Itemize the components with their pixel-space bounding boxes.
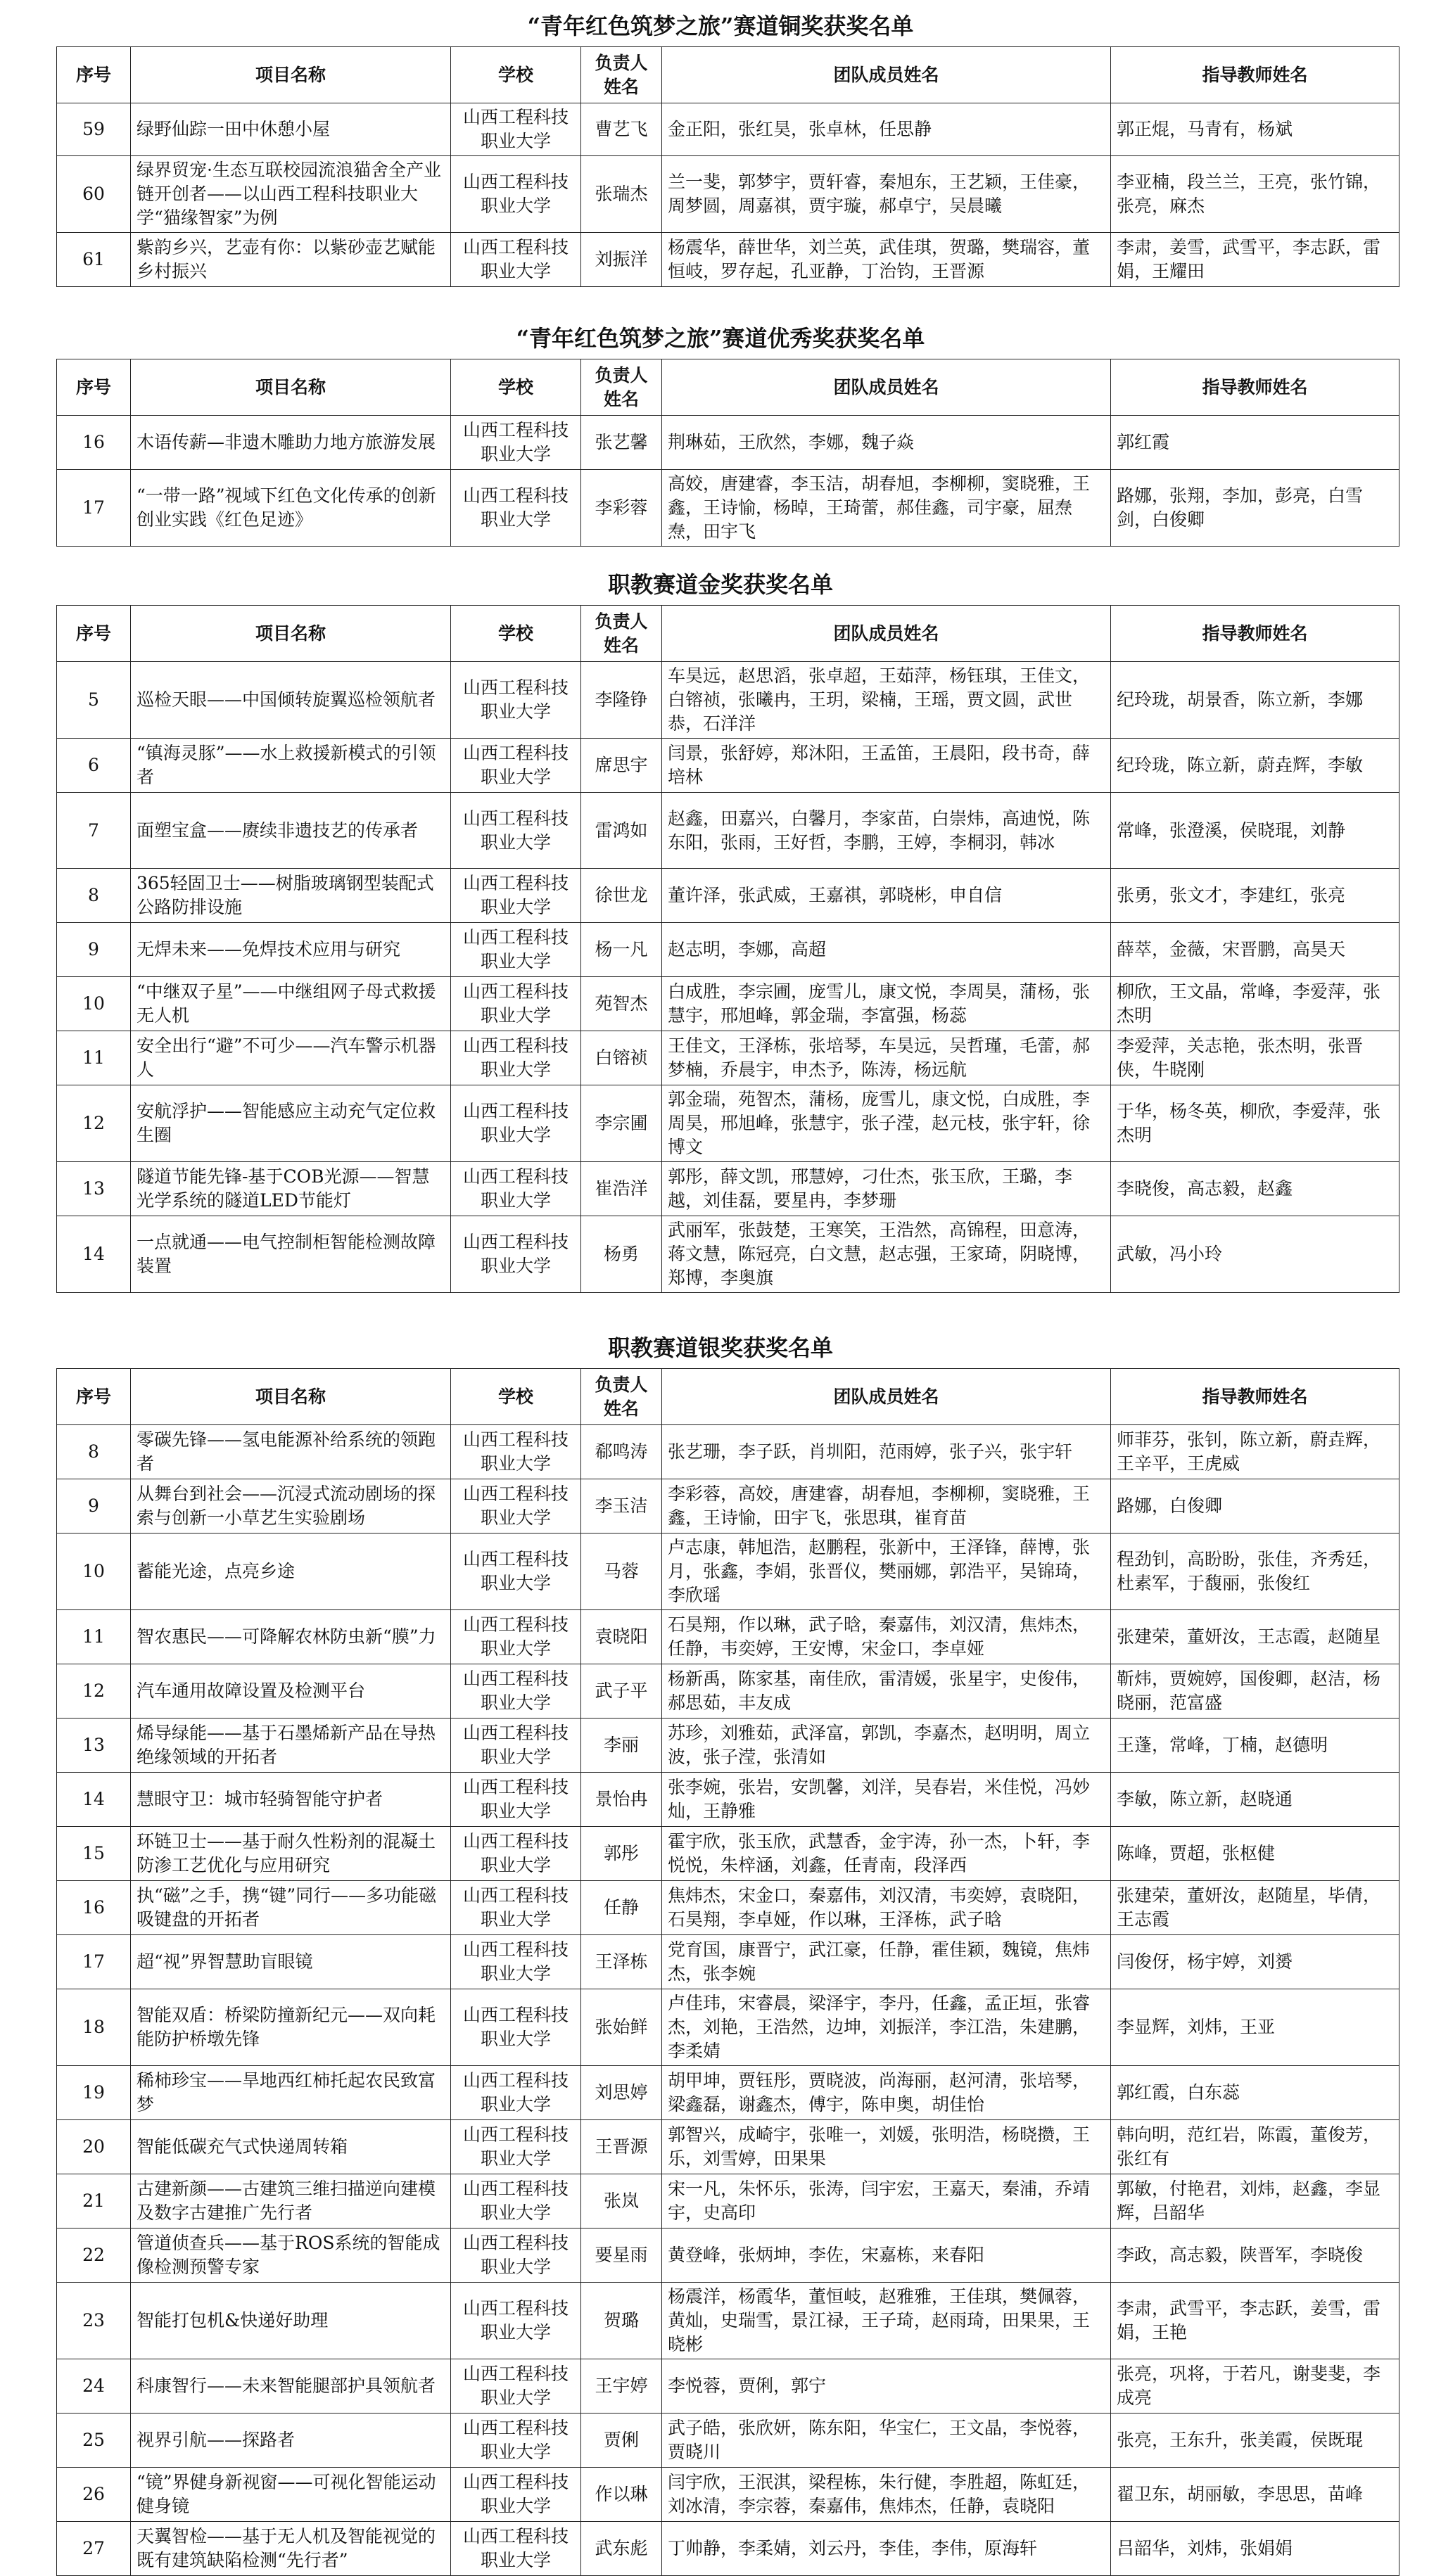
column-header-team-members: 团队成员姓名 — [662, 606, 1111, 662]
project-name-cell: 稀柿珍宝——旱地西红柿托起农民致富梦 — [131, 2066, 451, 2120]
table-row — [57, 1534, 1399, 1610]
column-header-serial-number: 序号 — [57, 1369, 131, 1425]
advisors-cell: 郭敏，付艳君，刘炜，赵鑫，李显辉，吕韶华 — [1111, 2174, 1399, 2229]
table-row — [57, 1827, 1399, 1881]
leader-name-cell: 刘思婷 — [581, 2066, 662, 2120]
team-members-cell: 车昊远，赵思滔，张卓超，王茹萍，杨钰琪，王佳文，白镕祯，张曦冉，王玥，梁楠，王瑶，贾文圆，武世恭，石洋洋 — [662, 662, 1111, 739]
serial-number-cell: 21 — [57, 2174, 131, 2229]
advisors-cell: 张亮，巩将，于若凡，谢斐斐，李成亮 — [1111, 2359, 1399, 2414]
team-members-cell: 赵鑫，田嘉兴，白馨月，李家苗，白崇炜，高迪悦，陈东阳，张雨，王好哲，李鹏，王婷，李桐羽，韩冰 — [662, 793, 1111, 869]
school-cell: 山西工程科技职业大学 — [451, 923, 581, 977]
project-name-cell: 天翼智检——基于无人机及智能视觉的既有建筑缺陷检测“先行者” — [131, 2522, 451, 2576]
table-row — [57, 1773, 1399, 1827]
school-cell: 山西工程科技职业大学 — [451, 103, 581, 156]
award-table — [56, 1368, 1399, 2576]
school-cell: 山西工程科技职业大学 — [451, 2414, 581, 2468]
serial-number-cell: 13 — [57, 1162, 131, 1216]
team-members-cell: 高姣，唐建睿，李玉洁，胡春旭，李柳柳，窦晓雅，王鑫，王诗愉，杨晫，王琦蕾，郝佳鑫，司宇豪，屈焘焘，田宇飞 — [662, 470, 1111, 547]
school-cell: 山西工程科技职业大学 — [451, 662, 581, 739]
school-cell: 山西工程科技职业大学 — [451, 1479, 581, 1534]
project-name-cell: 环链卫士——基于耐久性粉剂的混凝土防渗工艺优化与应用研究 — [131, 1827, 451, 1881]
serial-number-cell: 14 — [57, 1216, 131, 1293]
serial-number-cell: 19 — [57, 2066, 131, 2120]
team-members-cell: 李悦蓉，贾俐，郭宁 — [662, 2359, 1111, 2414]
project-name-cell: 巡检天眼——中国倾转旋翼巡检领航者 — [131, 662, 451, 739]
team-members-cell: 张艺珊，李子跃，肖圳阳，范雨婷，张子兴，张宇轩 — [662, 1425, 1111, 1479]
table-header-row — [57, 606, 1399, 662]
project-name-cell: 隧道节能先锋-基于COB光源——智慧光学系统的隧道LED节能灯 — [131, 1162, 451, 1216]
leader-name-cell: 李隆铮 — [581, 662, 662, 739]
table-row — [57, 2120, 1399, 2174]
team-members-cell: 苏珍，刘雅茹，武泽富，郭凯，李嘉杰，赵明明，周立波，张子滢，张清如 — [662, 1719, 1111, 1773]
school-cell: 山西工程科技职业大学 — [451, 1216, 581, 1293]
project-name-cell: “镇海灵豚”——水上救援新模式的引领者 — [131, 739, 451, 793]
team-members-cell: 兰一斐，郭梦宇，贾轩睿，秦旭东，王艺颖，王佳豪，周梦圆，周嘉祺，贾宇璇，郝卓宁，吴晨曦 — [662, 156, 1111, 233]
table-row — [57, 2414, 1399, 2468]
leader-name-cell: 徐世龙 — [581, 869, 662, 923]
project-name-cell: “一带一路”视域下红色文化传承的创新创业实践《红色足迹》 — [131, 470, 451, 547]
serial-number-cell: 22 — [57, 2229, 131, 2283]
project-name-cell: 管道侦查兵——基于ROS系统的智能成像检测预警专家 — [131, 2229, 451, 2283]
advisors-cell: 李爱萍，关志艳，张杰明，张晋侠，牛晓刚 — [1111, 1031, 1399, 1085]
table-row — [57, 662, 1399, 739]
advisors-cell: 闫俊伢，杨宇婷，刘赟 — [1111, 1935, 1399, 1989]
leader-name-cell: 贾俐 — [581, 2414, 662, 2468]
leader-name-cell: 景怡冉 — [581, 1773, 662, 1827]
leader-name-cell: 刘振洋 — [581, 233, 662, 287]
column-header-serial-number: 序号 — [57, 47, 131, 103]
leader-name-cell: 王晋源 — [581, 2120, 662, 2174]
table-row — [57, 923, 1399, 977]
advisors-cell: 郭红霞 — [1111, 416, 1399, 470]
serial-number-cell: 17 — [57, 470, 131, 547]
serial-number-cell: 11 — [57, 1031, 131, 1085]
table-row — [57, 470, 1399, 547]
team-members-cell: 张李婉，张岩，安凯馨，刘洋，吴春岩，米佳悦，冯妙灿，王静雅 — [662, 1773, 1111, 1827]
team-members-cell: 杨新禹，陈家基，南佳欣，雷清媛，张星宇，史俊伟，郝思茹，丰友成 — [662, 1664, 1111, 1719]
column-header-advisors: 指导教师姓名 — [1111, 359, 1399, 416]
leader-name-cell: 雷鸿如 — [581, 793, 662, 869]
award-section — [0, 6, 1441, 287]
leader-name-cell: 崔浩洋 — [581, 1162, 662, 1216]
leader-name-cell: 王宇婷 — [581, 2359, 662, 2414]
column-header-school: 学校 — [451, 359, 581, 416]
school-cell: 山西工程科技职业大学 — [451, 1881, 581, 1935]
table-row — [57, 1989, 1399, 2066]
team-members-cell: 董许泽，张武威，王嘉祺，郭晓彬，申自信 — [662, 869, 1111, 923]
school-cell: 山西工程科技职业大学 — [451, 1610, 581, 1664]
table-row — [57, 1719, 1399, 1773]
leader-name-cell: 张始鲜 — [581, 1989, 662, 2066]
table-row — [57, 1425, 1399, 1479]
project-name-cell: 木语传薪—非遗木雕助力地方旅游发展 — [131, 416, 451, 470]
section-title: 职教赛道金奖获奖名单 — [607, 571, 833, 598]
serial-number-cell: 25 — [57, 2414, 131, 2468]
advisors-cell: 韩向明，范红岩，陈霞，董俊芳，张红有 — [1111, 2120, 1399, 2174]
school-cell: 山西工程科技职业大学 — [451, 1827, 581, 1881]
team-members-cell: 武丽军，张鼓楚，王寒笑，王浩然，高锦程，田意涛，蒋文慧，陈冠亮，白文慧，赵志强，王家琦，阴晓博，郑博，李奥旗 — [662, 1216, 1111, 1293]
leader-name-cell: 任静 — [581, 1881, 662, 1935]
school-cell: 山西工程科技职业大学 — [451, 1989, 581, 2066]
serial-number-cell: 27 — [57, 2522, 131, 2576]
table-row — [57, 2359, 1399, 2414]
table-row — [57, 1162, 1399, 1216]
table-row — [57, 103, 1399, 156]
serial-number-cell: 13 — [57, 1719, 131, 1773]
advisors-cell: 李显辉，刘炜，王亚 — [1111, 1989, 1399, 2066]
award-table — [56, 359, 1399, 547]
advisors-cell: 李亚楠，段兰兰，王亮，张竹锦，张亮，麻杰 — [1111, 156, 1399, 233]
project-name-cell: 一点就通——电气控制柜智能检测故障装置 — [131, 1216, 451, 1293]
serial-number-cell: 11 — [57, 1610, 131, 1664]
serial-number-cell: 10 — [57, 1534, 131, 1610]
advisors-cell: 路娜，白俊卿 — [1111, 1479, 1399, 1534]
serial-number-cell: 17 — [57, 1935, 131, 1989]
table-row — [57, 1031, 1399, 1085]
school-cell: 山西工程科技职业大学 — [451, 416, 581, 470]
serial-number-cell: 7 — [57, 793, 131, 869]
school-cell: 山西工程科技职业大学 — [451, 470, 581, 547]
table-row — [57, 739, 1399, 793]
leader-name-cell: 王泽栋 — [581, 1935, 662, 1989]
award-section — [0, 318, 1441, 547]
school-cell: 山西工程科技职业大学 — [451, 2359, 581, 2414]
leader-name-cell: 贺璐 — [581, 2283, 662, 2359]
column-header-advisors: 指导教师姓名 — [1111, 606, 1399, 662]
school-cell: 山西工程科技职业大学 — [451, 2229, 581, 2283]
column-header-school: 学校 — [451, 1369, 581, 1425]
project-name-cell: 365轻固卫士——树脂玻璃钢型装配式公路防排设施 — [131, 869, 451, 923]
serial-number-cell: 10 — [57, 977, 131, 1031]
team-members-cell: 丁帅静，李柔婧，刘云丹，李佳，李伟，原海轩 — [662, 2522, 1111, 2576]
table-header-row — [57, 1369, 1399, 1425]
leader-name-cell: 张艺馨 — [581, 416, 662, 470]
school-cell: 山西工程科技职业大学 — [451, 1935, 581, 1989]
table-row — [57, 156, 1399, 233]
leader-name-cell: 杨勇 — [581, 1216, 662, 1293]
school-cell: 山西工程科技职业大学 — [451, 2468, 581, 2522]
advisors-cell: 靳炜，贾婉婷，国俊卿，赵洁，杨晓丽，范富盛 — [1111, 1664, 1399, 1719]
leader-name-cell: 李玉洁 — [581, 1479, 662, 1534]
table-row — [57, 869, 1399, 923]
column-header-leader-name: 负责人姓名 — [581, 359, 662, 416]
table-row — [57, 416, 1399, 470]
project-name-cell: 烯导绿能——基于石墨烯新产品在导热绝缘领域的开拓者 — [131, 1719, 451, 1773]
team-members-cell: 王佳文，王泽栋，张培琴，车昊远，吴哲瑾，毛蕾，郝梦楠，乔晨宇，申杰予，陈涛，杨远航 — [662, 1031, 1111, 1085]
team-members-cell: 荆琳茹，王欣然，李娜，魏子焱 — [662, 416, 1111, 470]
team-members-cell: 郭智兴，成崎宇，张唯一，刘媛，张明浩，杨晓攒，王乐，刘雪婷，田果果 — [662, 2120, 1111, 2174]
school-cell: 山西工程科技职业大学 — [451, 1773, 581, 1827]
advisors-cell: 陈峰，贾超，张枢健 — [1111, 1827, 1399, 1881]
school-cell: 山西工程科技职业大学 — [451, 2174, 581, 2229]
table-row — [57, 2522, 1399, 2576]
table-row — [57, 2174, 1399, 2229]
advisors-cell: 郭正焜，马青有，杨斌 — [1111, 103, 1399, 156]
advisors-cell: 吕韶华，刘炜，张娟娟 — [1111, 2522, 1399, 2576]
project-name-cell: 安航浮护——智能感应主动充气定位救生圈 — [131, 1085, 451, 1162]
team-members-cell: 闫宇欣，王泯淇，梁程栋，朱行健，李胜超，陈虹廷，刘冰清，李宗蓉，秦嘉伟，焦炜杰，任静，袁晓阳 — [662, 2468, 1111, 2522]
column-header-team-members: 团队成员姓名 — [662, 47, 1111, 103]
table-row — [57, 1216, 1399, 1293]
award-table — [56, 605, 1399, 1293]
advisors-cell: 翟卫东，胡丽敏，李思思，苗峰 — [1111, 2468, 1399, 2522]
advisors-cell: 张勇，张文才，李建红，张亮 — [1111, 869, 1399, 923]
leader-name-cell: 要星雨 — [581, 2229, 662, 2283]
leader-name-cell: 马蓉 — [581, 1534, 662, 1610]
table-row — [57, 1479, 1399, 1534]
project-name-cell: 智能双盾：桥梁防撞新纪元——双向耗能防护桥墩先锋 — [131, 1989, 451, 2066]
school-cell: 山西工程科技职业大学 — [451, 233, 581, 287]
advisors-cell: 郭红霞，白东蕊 — [1111, 2066, 1399, 2120]
advisors-cell: 李肃，姜雪，武雪平，李志跃，雷娟，王耀田 — [1111, 233, 1399, 287]
team-members-cell: 卢佳玮，宋睿晨，梁泽宇，李丹，任鑫，孟正垣，张睿杰，刘艳，王浩然，边坤，刘振洋，李江浩，朱建鹏，李柔婧 — [662, 1989, 1111, 2066]
leader-name-cell: 席思宇 — [581, 739, 662, 793]
team-members-cell: 杨震洋，杨霞华，董恒岐，赵雅雅，王佳琪，樊佩蓉，黄灿，史瑞雪，景江禄，王子琦，赵雨琦，田果果，王晓彬 — [662, 2283, 1111, 2359]
serial-number-cell: 8 — [57, 869, 131, 923]
leader-name-cell: 作以琳 — [581, 2468, 662, 2522]
school-cell: 山西工程科技职业大学 — [451, 2283, 581, 2359]
table-row — [57, 2283, 1399, 2359]
advisors-cell: 张建荣，董妍汝，赵随星，毕倩，王志霞 — [1111, 1881, 1399, 1935]
project-name-cell: 紫韵乡兴，艺壶有你：以紫砂壶艺赋能乡村振兴 — [131, 233, 451, 287]
team-members-cell: 郭彤，薛文凯，邢慧婷，刁仕杰，张玉欣，王璐，李越，刘佳磊，要星冉，李梦珊 — [662, 1162, 1111, 1216]
table-row — [57, 2229, 1399, 2283]
team-members-cell: 金正阳，张红昊，张卓林，任思静 — [662, 103, 1111, 156]
school-cell: 山西工程科技职业大学 — [451, 793, 581, 869]
team-members-cell: 李彩蓉，高姣，唐建睿，胡春旭，李柳柳，窦晓雅，王鑫，王诗愉，田宇飞，张思琪，崔育苗 — [662, 1479, 1111, 1534]
advisors-cell: 师菲芬，张钊，陈立新，蔚垚辉，王辛平，王虎威 — [1111, 1425, 1399, 1479]
award-section — [0, 1327, 1441, 2576]
column-header-project-name: 项目名称 — [131, 47, 451, 103]
table-row — [57, 1664, 1399, 1719]
column-header-serial-number: 序号 — [57, 606, 131, 662]
leader-name-cell: 张岚 — [581, 2174, 662, 2229]
table-header-row — [57, 47, 1399, 103]
serial-number-cell: 61 — [57, 233, 131, 287]
serial-number-cell: 6 — [57, 739, 131, 793]
column-header-project-name: 项目名称 — [131, 359, 451, 416]
section-title: 职教赛道银奖获奖名单 — [607, 1334, 833, 1361]
advisors-cell: 李敏，陈立新，赵晓通 — [1111, 1773, 1399, 1827]
serial-number-cell: 16 — [57, 416, 131, 470]
column-header-team-members: 团队成员姓名 — [662, 359, 1111, 416]
project-name-cell: 慧眼守卫：城市轻骑智能守护者 — [131, 1773, 451, 1827]
project-name-cell: “中继双子星”——中继组网子母式救援无人机 — [131, 977, 451, 1031]
team-members-cell: 黄登峰，张炳坤，李佐，宋嘉栋，来春阳 — [662, 2229, 1111, 2283]
leader-name-cell: 杨一凡 — [581, 923, 662, 977]
leader-name-cell: 李彩蓉 — [581, 470, 662, 547]
serial-number-cell: 12 — [57, 1085, 131, 1162]
table-row — [57, 2066, 1399, 2120]
team-members-cell: 杨震华，薛世华，刘兰英，武佳琪，贺璐，樊瑞容，董恒岐，罗存起，孔亚静，丁治钧，王晋源 — [662, 233, 1111, 287]
leader-name-cell: 苑智杰 — [581, 977, 662, 1031]
project-name-cell: 视界引航——探路者 — [131, 2414, 451, 2468]
leader-name-cell: 郭彤 — [581, 1827, 662, 1881]
leader-name-cell: 曹艺飞 — [581, 103, 662, 156]
team-members-cell: 白成胜，李宗圃，庞雪儿，康文悦，李周昊，蒲杨，张慧宇，邢旭峰，郭金瑞，李富强，杨蕊 — [662, 977, 1111, 1031]
leader-name-cell: 武子平 — [581, 1664, 662, 1719]
school-cell: 山西工程科技职业大学 — [451, 1162, 581, 1216]
column-header-school: 学校 — [451, 606, 581, 662]
project-name-cell: 科康智行——未来智能腿部护具领航者 — [131, 2359, 451, 2414]
serial-number-cell: 9 — [57, 923, 131, 977]
table-row — [57, 1085, 1399, 1162]
serial-number-cell: 23 — [57, 2283, 131, 2359]
school-cell: 山西工程科技职业大学 — [451, 869, 581, 923]
leader-name-cell: 郗鸣涛 — [581, 1425, 662, 1479]
school-cell: 山西工程科技职业大学 — [451, 2066, 581, 2120]
serial-number-cell: 15 — [57, 1827, 131, 1881]
column-header-project-name: 项目名称 — [131, 606, 451, 662]
project-name-cell: “镜”界健身新视窗——可视化智能运动健身镜 — [131, 2468, 451, 2522]
team-members-cell: 郭金瑞，苑智杰，蒲杨，庞雪儿，康文悦，白成胜，李周昊，邢旭峰，张慧宇，张子滢，赵元枝，张宇轩，徐博文 — [662, 1085, 1111, 1162]
team-members-cell: 石昊翔，作以琳，武子晗，秦嘉伟，刘汉清，焦炜杰，任静，韦奕婷，王安博，宋金口，李卓娅 — [662, 1610, 1111, 1664]
advisors-cell: 武敏，冯小玲 — [1111, 1216, 1399, 1293]
column-header-school: 学校 — [451, 47, 581, 103]
serial-number-cell: 16 — [57, 1881, 131, 1935]
school-cell: 山西工程科技职业大学 — [451, 1534, 581, 1610]
team-members-cell: 党育国，康晋宁，武江豪，任静，霍佳颖，魏镜，焦炜杰，张李婉 — [662, 1935, 1111, 1989]
serial-number-cell: 20 — [57, 2120, 131, 2174]
serial-number-cell: 18 — [57, 1989, 131, 2066]
team-members-cell: 宋一凡，朱怀乐，张涛，闫宇宏，王嘉天，秦浦，乔靖宇，史高印 — [662, 2174, 1111, 2229]
project-name-cell: 蓄能光途，点亮乡途 — [131, 1534, 451, 1610]
team-members-cell: 焦炜杰，宋金口，秦嘉伟，刘汉清，韦奕婷，袁晓阳，石昊翔，李卓娅，作以琳，王泽栋，武子晗 — [662, 1881, 1111, 1935]
team-members-cell: 霍宇欣，张玉欣，武慧香，金宇涛，孙一杰，卜轩，李悦悦，朱梓涵，刘鑫，任青南，段泽西 — [662, 1827, 1111, 1881]
advisors-cell: 李肃，武雪平，李志跃，姜雪，雷娟，王艳 — [1111, 2283, 1399, 2359]
serial-number-cell: 24 — [57, 2359, 131, 2414]
advisors-cell: 王蓬，常峰，丁楠，赵德明 — [1111, 1719, 1399, 1773]
serial-number-cell: 5 — [57, 662, 131, 739]
column-header-serial-number: 序号 — [57, 359, 131, 416]
leader-name-cell: 李丽 — [581, 1719, 662, 1773]
section-title: “青年红色筑梦之旅”赛道优秀奖获奖名单 — [516, 325, 925, 352]
serial-number-cell: 14 — [57, 1773, 131, 1827]
advisors-cell: 柳欣，王文晶，常峰，李爱萍，张杰明 — [1111, 977, 1399, 1031]
project-name-cell: 零碳先锋——氢电能源补给系统的领跑者 — [131, 1425, 451, 1479]
school-cell: 山西工程科技职业大学 — [451, 156, 581, 233]
advisors-cell: 薛萃，金薇，宋晋鹏，高昊天 — [1111, 923, 1399, 977]
project-name-cell: 执“磁”之手，携“键”同行——多功能磁吸键盘的开拓者 — [131, 1881, 451, 1935]
advisors-cell: 李政，高志毅，陕晋军，李晓俊 — [1111, 2229, 1399, 2283]
project-name-cell: 绿界贸宠·生态互联校园流浪猫舍全产业链开创者——以山西工程科技职业大学“猫缘智家”为例 — [131, 156, 451, 233]
school-cell: 山西工程科技职业大学 — [451, 2522, 581, 2576]
team-members-cell: 卢志康，韩旭浩，赵鹏程，张新中，王泽锋，薛博，张月，张鑫，李娟，张晋仪，樊丽娜，郭浩平，吴锦琦，李欣瑶 — [662, 1534, 1111, 1610]
school-cell: 山西工程科技职业大学 — [451, 1031, 581, 1085]
school-cell: 山西工程科技职业大学 — [451, 977, 581, 1031]
project-name-cell: 智农惠民——可降解农林防虫新“膜”力 — [131, 1610, 451, 1664]
serial-number-cell: 12 — [57, 1664, 131, 1719]
advisors-cell: 张亮，王东升，张美霞，侯既琨 — [1111, 2414, 1399, 2468]
column-header-leader-name: 负责人姓名 — [581, 606, 662, 662]
column-header-team-members: 团队成员姓名 — [662, 1369, 1111, 1425]
project-name-cell: 面塑宝盒——赓续非遗技艺的传承者 — [131, 793, 451, 869]
advisors-cell: 纪玲珑，胡景香，陈立新，李娜 — [1111, 662, 1399, 739]
award-section — [0, 564, 1441, 1293]
advisors-cell: 常峰，张澄溪，侯晓琨，刘静 — [1111, 793, 1399, 869]
advisors-cell: 李晓俊，高志毅，赵鑫 — [1111, 1162, 1399, 1216]
column-header-advisors: 指导教师姓名 — [1111, 1369, 1399, 1425]
table-header-row — [57, 359, 1399, 416]
table-row — [57, 2468, 1399, 2522]
table-row — [57, 793, 1399, 869]
leader-name-cell: 武东彪 — [581, 2522, 662, 2576]
column-header-leader-name: 负责人姓名 — [581, 1369, 662, 1425]
team-members-cell: 武子皓，张欣妍，陈东阳，华宝仁，王文晶，李悦蓉，贾晓川 — [662, 2414, 1111, 2468]
column-header-project-name: 项目名称 — [131, 1369, 451, 1425]
project-name-cell: 智能打包机&快递好助理 — [131, 2283, 451, 2359]
school-cell: 山西工程科技职业大学 — [451, 1425, 581, 1479]
serial-number-cell: 8 — [57, 1425, 131, 1479]
team-members-cell: 胡甲坤，贾钰彤，贾晓波，尚海丽，赵河清，张培琴，梁鑫磊，谢鑫杰，傅宇，陈申奥，胡佳怡 — [662, 2066, 1111, 2120]
leader-name-cell: 张瑞杰 — [581, 156, 662, 233]
project-name-cell: 从舞台到社会——沉浸式流动剧场的探索与创新一小草艺生实验剧场 — [131, 1479, 451, 1534]
project-name-cell: 汽车通用故障设置及检测平台 — [131, 1664, 451, 1719]
table-row — [57, 1935, 1399, 1989]
leader-name-cell: 李宗圃 — [581, 1085, 662, 1162]
project-name-cell: 无焊未来——免焊技术应用与研究 — [131, 923, 451, 977]
section-title: “青年红色筑梦之旅”赛道铜奖获奖名单 — [527, 13, 914, 39]
advisors-cell: 张建荣，董妍汝，王志霞，赵随星 — [1111, 1610, 1399, 1664]
project-name-cell: 智能低碳充气式快递周转箱 — [131, 2120, 451, 2174]
advisors-cell: 程劲钊，高盼盼，张佳，齐秀廷，杜素军，于馥丽，张俊红 — [1111, 1534, 1399, 1610]
school-cell: 山西工程科技职业大学 — [451, 1719, 581, 1773]
serial-number-cell: 59 — [57, 103, 131, 156]
team-members-cell: 赵志明，李娜，高超 — [662, 923, 1111, 977]
advisors-cell: 于华，杨冬英，柳欣，李爱萍，张杰明 — [1111, 1085, 1399, 1162]
award-table — [56, 46, 1399, 287]
school-cell: 山西工程科技职业大学 — [451, 1664, 581, 1719]
team-members-cell: 闫景，张舒婷，郑沐阳，王孟笛，王晨阳，段书奇，薛培林 — [662, 739, 1111, 793]
advisors-cell: 纪玲珑，陈立新，蔚垚辉，李敏 — [1111, 739, 1399, 793]
project-name-cell: 安全出行“避”不可少——汽车警示机器人 — [131, 1031, 451, 1085]
project-name-cell: 绿野仙踪一田中休憩小屋 — [131, 103, 451, 156]
serial-number-cell: 9 — [57, 1479, 131, 1534]
table-row — [57, 1881, 1399, 1935]
column-header-advisors: 指导教师姓名 — [1111, 47, 1399, 103]
table-row — [57, 233, 1399, 287]
school-cell: 山西工程科技职业大学 — [451, 2120, 581, 2174]
school-cell: 山西工程科技职业大学 — [451, 1085, 581, 1162]
advisors-cell: 路娜，张翔，李加，彭亮，白雪剑，白俊卿 — [1111, 470, 1399, 547]
table-row — [57, 1610, 1399, 1664]
school-cell: 山西工程科技职业大学 — [451, 739, 581, 793]
serial-number-cell: 26 — [57, 2468, 131, 2522]
leader-name-cell: 白镕祯 — [581, 1031, 662, 1085]
project-name-cell: 超“视”界智慧助盲眼镜 — [131, 1935, 451, 1989]
table-row — [57, 977, 1399, 1031]
project-name-cell: 古建新颜——古建筑三维扫描逆向建模及数字古建推广先行者 — [131, 2174, 451, 2229]
column-header-leader-name: 负责人姓名 — [581, 47, 662, 103]
leader-name-cell: 袁晓阳 — [581, 1610, 662, 1664]
serial-number-cell: 60 — [57, 156, 131, 233]
